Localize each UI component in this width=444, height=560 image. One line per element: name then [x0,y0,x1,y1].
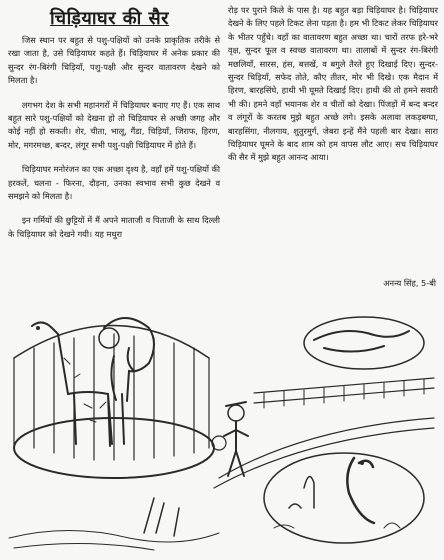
ground-shading-drawing [9,498,219,550]
paragraph: रोड़ पर पुराने किले के पास है। यह बहुत बड़ा चिड़ियाघर है। चिड़ियाघर देखने के लिए पहले टिकट लेना पड़ता है। हम भी टिकट लेकर चिड़ियाघर के भीतर पहुँचे। वहाँ का वातावरण बहुत अच्छा था। चारों तरफ हरे-भरे वृक्ष, सुन्दर फूल व स्वच्छ वातावरण था। तालाबों में सुन्दर रंग-बिरंगी मछलियाँ, सारस, हंस, बत्तखें, व बगुले तैरते हुए दिखाई दिए। सुन्दर-सुन्दर चिड़ियाँ, सफेद तोते, कौए तीतर, मोर भी दिखे। एक मैदान में हिरण, बारहसिंघे, हाथी भी घूमते दिखाई दिए। हाथी की तो हमने सवारी भी की। हमने वहाँ भयानक शेर व चीतों को देखा। पिंजड़ों में बन्द बन्दर व लंगूरों के करतब मुझे बहुत अच्छे लगे। इसके अलावा लकड़बग्घा, बारहसिंगा, नीलगाय, शुतुरमुर्ग, जेबरा इन्हें मैंने पहली बार देखा। सारा चिड़ियाघर घूमने के बाद शाम को हम वापस लौट आए। सच चिड़ियाघर की सैर में मुझे बहुत आनन्द आया। [228,5,438,163]
left-column [8,34,220,252]
zoo-sketch-illustration [4,298,440,556]
paragraph: इन गर्मियों की छुट्टियों में मैं अपने माताजी व पिताजी के साथ दिल्ली के चिड़ियाघर को देखने गयी। यह मथुरा [8,215,220,239]
crocodile-pond-drawing [304,317,424,369]
paragraph: लगभग देश के सभी महानगरों में चिड़ियाघर बनाए गए हैं। एक साथ बहुत सारे पशु-पक्षियों को देखना हो तो चिड़ियाघर से अच्छी जगह और कोई नहीं हो सकती। शेर, चीता, भालू, गैंडा, चिड़ियाँ, जिराफ, हिरण, मोर, मगरमच्छ, बन्दर, लंगूर सभी पशु-पक्षी चिड़ियाघर में होते हैं। [8,99,220,150]
giraffe-enclosure-drawing [14,318,214,478]
paragraph: जिस स्थान पर बहुत से पशु-पक्षियों को उनके प्राकृतिक तरीके से रखा जाता है, उसे चिड़ियाघर कहते हैं। चिड़ियाघर में अनेक प्रकार की सुन्दर रंग-बिरंगी चिड़ियाँ, पशु-पक्षी और सुन्दर वातावरण देखने को मिलता है। [8,35,220,86]
right-column [228,4,438,176]
article-title: चिड़ियाघर की सैर [50,8,170,29]
paragraph: चिड़ियाघर मनोरंजन का एक अच्छा दृश्य है, वहाँ हमें पशु-पक्षियों की हरकतें, चलना - फिरना, दौड़ना, उनका स्वभाव सभी कुछ देखने व समझने को मिलता है। [8,164,220,202]
bird-enclosure-drawing [264,453,424,543]
author-signature: अनन्य सिंह, 5-बी [383,278,436,288]
fence-drawing [214,378,434,488]
